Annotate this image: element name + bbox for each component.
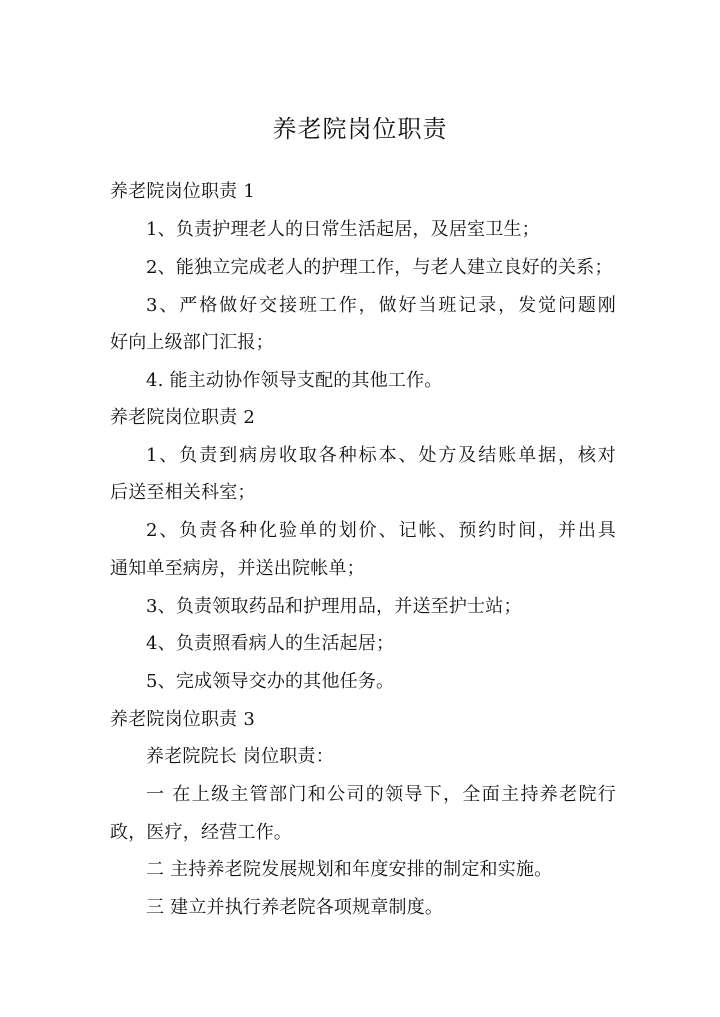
section-heading-2: 养老院岗位职责 2 [110, 407, 255, 428]
paragraph-line: 5、完成领导交办的其他任务。 [146, 671, 395, 692]
paragraph-line: 3、负责领取药品和护理用品，并送至护士站； [146, 596, 522, 617]
paragraph-line: 2、能独立完成老人的护理工作，与老人建立良好的关系； [146, 257, 613, 278]
section-heading-1: 养老院岗位职责 1 [110, 181, 255, 202]
paragraph-line: 通知单至病房，并送出院帐单； [110, 558, 365, 579]
paragraph-line: 三 建立并执行养老院各项规章制度。 [146, 897, 444, 918]
paragraph-line: 1、负责护理老人的日常生活起居，及居室卫生； [146, 219, 540, 240]
paragraph-line: 政，医疗，经营工作。 [110, 822, 292, 843]
paragraph-line: 2、负责各种化验单的划价、记帐、预约时间，并出具 [146, 520, 616, 541]
paragraph-line: 一 在上级主管部门和公司的领导下，全面主持养老院行 [146, 784, 616, 805]
section-heading-3: 养老院岗位职责 3 [110, 709, 255, 730]
paragraph-line: 4、负责照看病人的生活起居； [146, 633, 395, 654]
paragraph-line: 好向上级部门汇报； [110, 332, 274, 353]
paragraph-line: 后送至相关科室； [110, 482, 256, 503]
paragraph-line: 二 主持养老院发展规划和年度安排的制定和实施。 [146, 859, 553, 880]
paragraph-line: 3、严格做好交接班工作，做好当班记录，发觉问题刚 [146, 295, 616, 316]
paragraph-line: 1、负责到病房收取各种标本、处方及结账单据，核对 [146, 445, 616, 466]
paragraph-line: 养老院院长 岗位职责： [146, 746, 334, 767]
paragraph-line: 4. 能主动协作领导支配的其他工作。 [146, 370, 443, 391]
document-title: 养老院岗位职责 [272, 115, 448, 143]
